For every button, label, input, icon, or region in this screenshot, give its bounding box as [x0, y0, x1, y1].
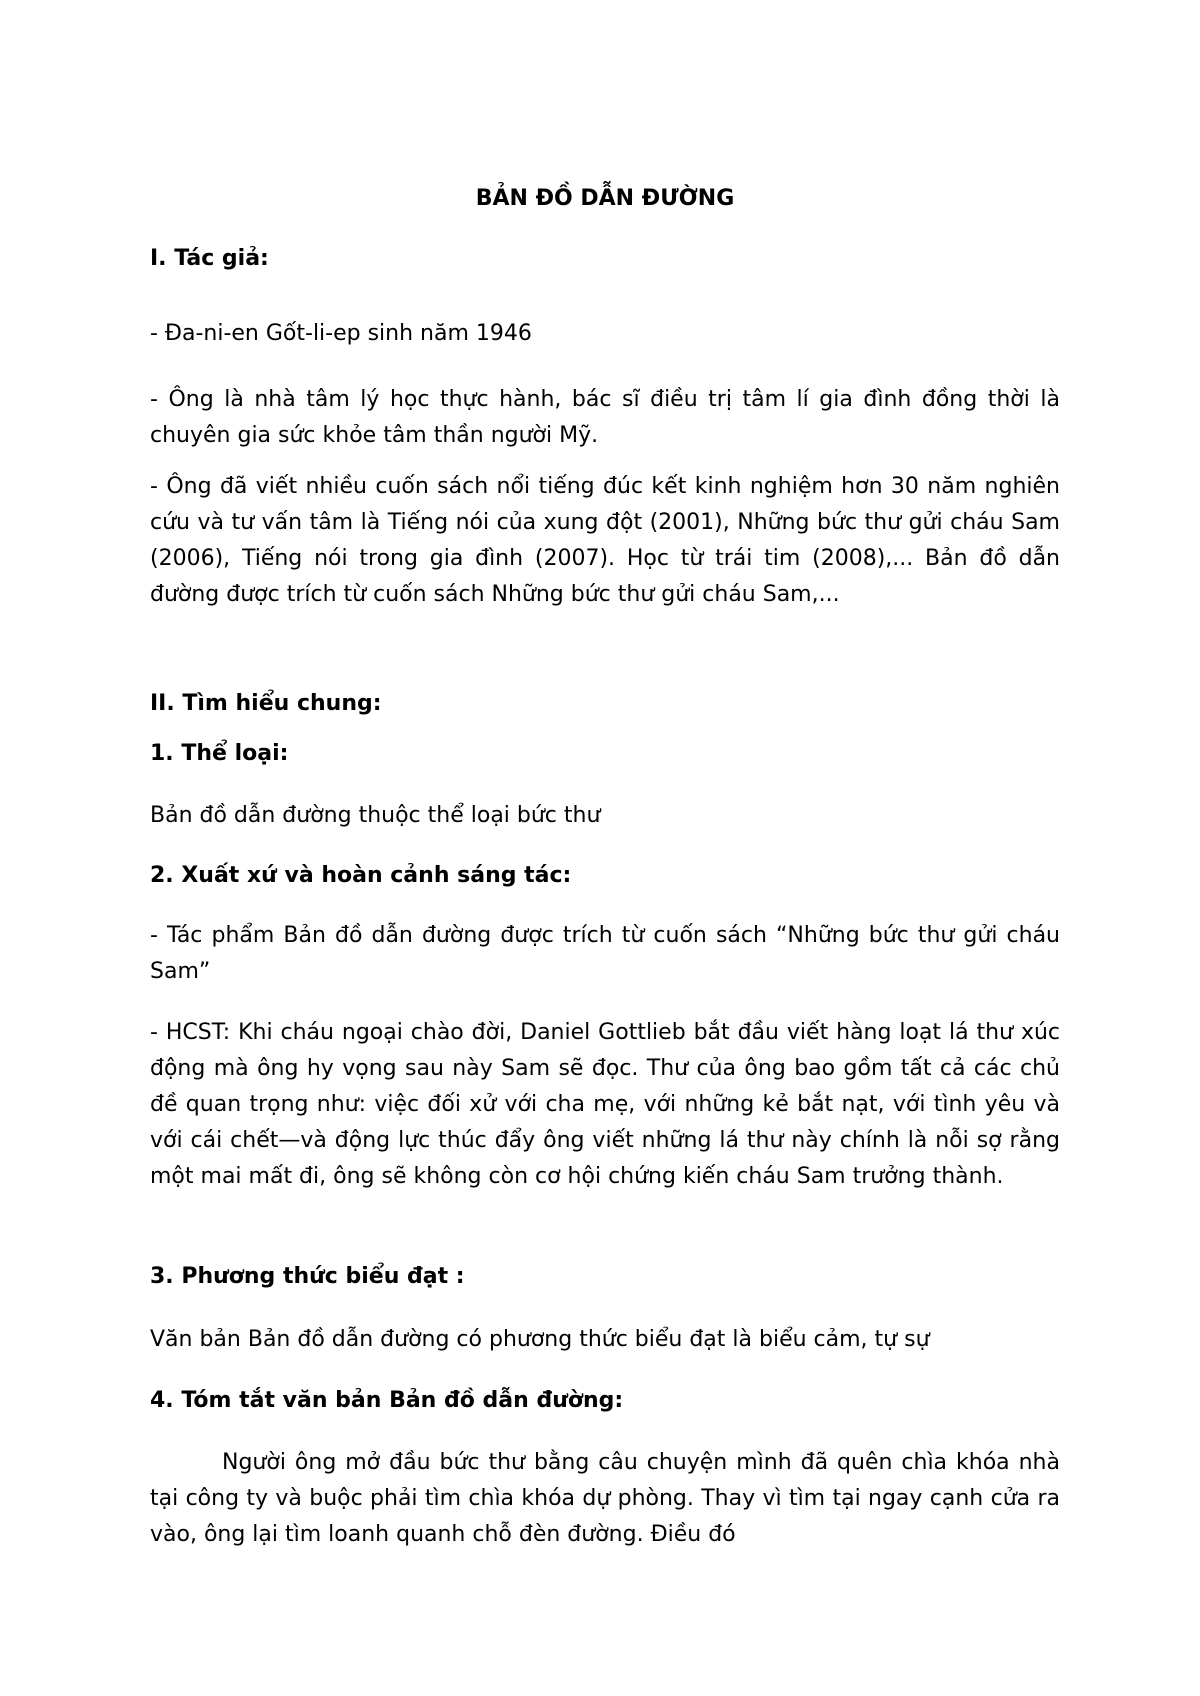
author-birth-paragraph: - Đa-ni-en Gốt-li-ep sinh năm 1946 — [150, 321, 532, 346]
genre-heading: 1. Thể loại: — [150, 741, 289, 766]
origin-source-paragraph: - Tác phẩm Bản đồ dẫn đường được trích từ cuốn sách “Những bức thư gửi cháu Sam” — [150, 923, 1060, 984]
general-heading: II. Tìm hiểu chung: — [150, 691, 382, 716]
author-works-paragraph: - Ông đã viết nhiều cuốn sách nổi tiếng đúc kết kinh nghiệm hơn 30 năm nghiên cứu và tư vấn tâm là Tiếng nói của xung đột (2001), Những bức thư gửi cháu Sam (2006), Tiếng nói trong gia đình (2007). Học từ trái tim (2008),... Bản đồ dẫn đường được trích từ cuốn sách Những bức thư gửi cháu Sam,... — [150, 474, 1060, 607]
method-paragraph: Văn bản Bản đồ dẫn đường có phương thức biểu đạt là biểu cảm, tự sự — [150, 1327, 930, 1352]
summary-heading: 4. Tóm tắt văn bản Bản đồ dẫn đường: — [150, 1388, 624, 1413]
genre-paragraph: Bản đồ dẫn đường thuộc thể loại bức thư — [150, 803, 601, 828]
method-heading: 3. Phương thức biểu đạt : — [150, 1264, 465, 1289]
origin-heading: 2. Xuất xứ và hoàn cảnh sáng tác: — [150, 863, 572, 888]
origin-context-paragraph: - HCST: Khi cháu ngoại chào đời, Daniel Gottlieb bắt đầu viết hàng loạt lá thư xúc động mà ông hy vọng sau này Sam sẽ đọc. Thư của ông bao gồm tất cả các chủ đề quan trọng như: việc đối xử với cha mẹ, với những kẻ bắt nạt, với tình yêu và với cái chết—và động lực thúc đẩy ông viết những lá thư này chính là nỗi sợ rằng một mai mất đi, ông sẽ không còn cơ hội chứng kiến cháu Sam trưởng thành. — [150, 1020, 1060, 1189]
document-title: BẢN ĐỒ DẪN ĐƯỜNG — [475, 186, 735, 211]
author-heading: I. Tác giả: — [150, 246, 269, 271]
summary-paragraph: Người ông mở đầu bức thư bằng câu chuyện mình đã quên chìa khóa nhà tại công ty và buộc phải tìm chìa khóa dự phòng. Thay vì tìm tại ngay cạnh cửa ra vào, ông lại tìm loanh quanh chỗ đèn đường. Điều đó — [150, 1450, 1060, 1547]
author-profession-paragraph: - Ông là nhà tâm lý học thực hành, bác sĩ điều trị tâm lí gia đình đồng thời là chuyên gia sức khỏe tâm thần người Mỹ. — [150, 387, 1060, 448]
